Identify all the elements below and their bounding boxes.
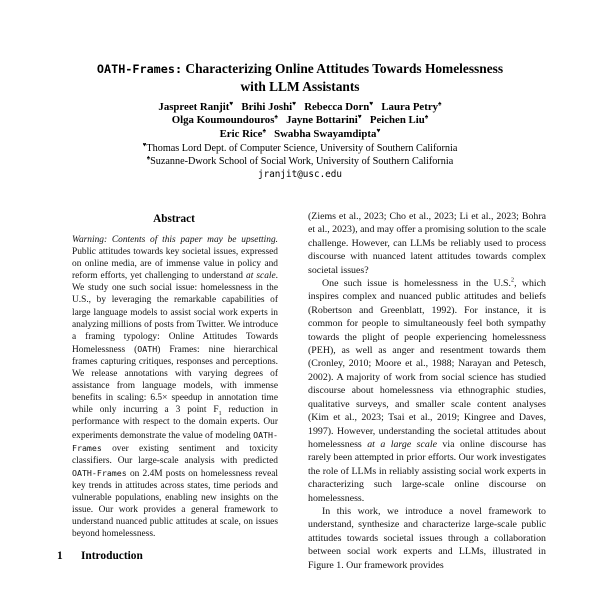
authors-line-2: Olga Koumoundouros♠ Jayne Bottarini♥ Peichen Liu♠ <box>171 113 429 127</box>
left-column <box>57 210 291 600</box>
paper-title-line-1: OATH-Frames: Characterizing Online Attitudes Towards Homelessness <box>96 61 504 76</box>
intro-paragraph-1: (Ziems et al., 2023; Cho et al., 2023; Li et al., 2023; Bohra et al., 2023), and may offer a promising solution to the scale challenge. However, can LLMs be reliably used to process discourse with nuanced latent attitudes towards complex societal issues? <box>308 211 546 276</box>
author-email: jranjit@usc.edu <box>258 169 342 180</box>
intro-paragraph-2: One such issue is homelessness in the U.S.$^2$, which inspires complex and nuanced public attitudes and beliefs (Robertson and Greenblatt, 1992). For instance, it is common for people to simultaneously feel both sympathy towards the plight of people experiencing homelessness (PEH), as well as anger and resentment towards them (Cronley, 2010; Moore et al., 1988; Narayan and Petesch, 2002). A majority of work from social science has studied discourse about homelessness via ethnographic studies, qualitative surveys, and smaller scale content analyses (Kim et al., 2023; Tsai et al., 2019; Kingree and Daves, 1997). However, understanding the societal attitudes about homelessness at a large scale via online discourse has rarely been attempted in prior efforts. Our work investigates the role of LLMs in reliably assisting social work experts in characterizing such large-scale online discourse on homelessness. <box>308 277 546 504</box>
affiliations <box>40 142 560 181</box>
abstract-text: Warning: Contents of this paper may be upsetting. Public attitudes towards key societal issues, expressed on online media, are of immense value in policy and reform efforts, yet challenging to understand at scale. We study one such social issue: homelessness in the U.S., by leveraging the remarkable capabilities of large language models to assist social work experts in analyzing millions of posts from Twitter. We introduce a framing typology: Online Attitudes Towards Homelessness (OATH) Frames: nine hierarchical frames capturing critiques, responses and perceptions. We release annotations with varying degrees of assistance from language models, with immense benefits in scaling: 6.5× speedup in annotation time while only incurring a 3 point $F_1$ reduction in performance with respect to the domain experts. Our experiments demonstrate the value of modeling OATH-Frames over existing sentiment and toxicity classifiers. Our large-scale analysis with predicted OATH-Frames on 2.4M posts on homelessness reveal key trends in attitudes across states, time periods and vulnerable populations, enabling new insights on the issue. Our work provides a general framework to understand nuanced public attitudes at scale, on issues beyond homelessness. <box>72 235 278 540</box>
abstract-heading: Abstract <box>153 213 195 225</box>
author-list <box>60 101 540 141</box>
section-1-heading <box>57 550 291 562</box>
section-1-title: Introduction <box>81 550 143 563</box>
affiliation-line-1: ♥Thomas Lord Dept. of Computer Science, University of Southern California <box>142 141 458 154</box>
right-column <box>308 210 546 600</box>
paper-title-line-2: with LLM Assistants <box>240 79 360 94</box>
two-column-body <box>57 210 546 600</box>
authors-line-3: Eric Rice♠ Swabha Swayamdipta♥ <box>219 127 381 140</box>
authors-line-1: Jaspreet Ranjit♥ Brihi Joshi♥ Rebecca Dorn♥ Laura Petry♠ <box>158 100 442 113</box>
affiliation-line-2: ♠Suzanne-Dwork School of Social Work, University of Southern California <box>146 154 454 167</box>
paper-title <box>40 60 560 95</box>
section-1-number: 1 <box>57 550 63 563</box>
intro-paragraph-3: In this work, we introduce a novel framework to understand, synthesize and characterize large-scale public attitudes towards societal issues through a collaboration between social work experts and LLMs, illustrated in Figure 1. Our framework provides <box>308 505 546 571</box>
